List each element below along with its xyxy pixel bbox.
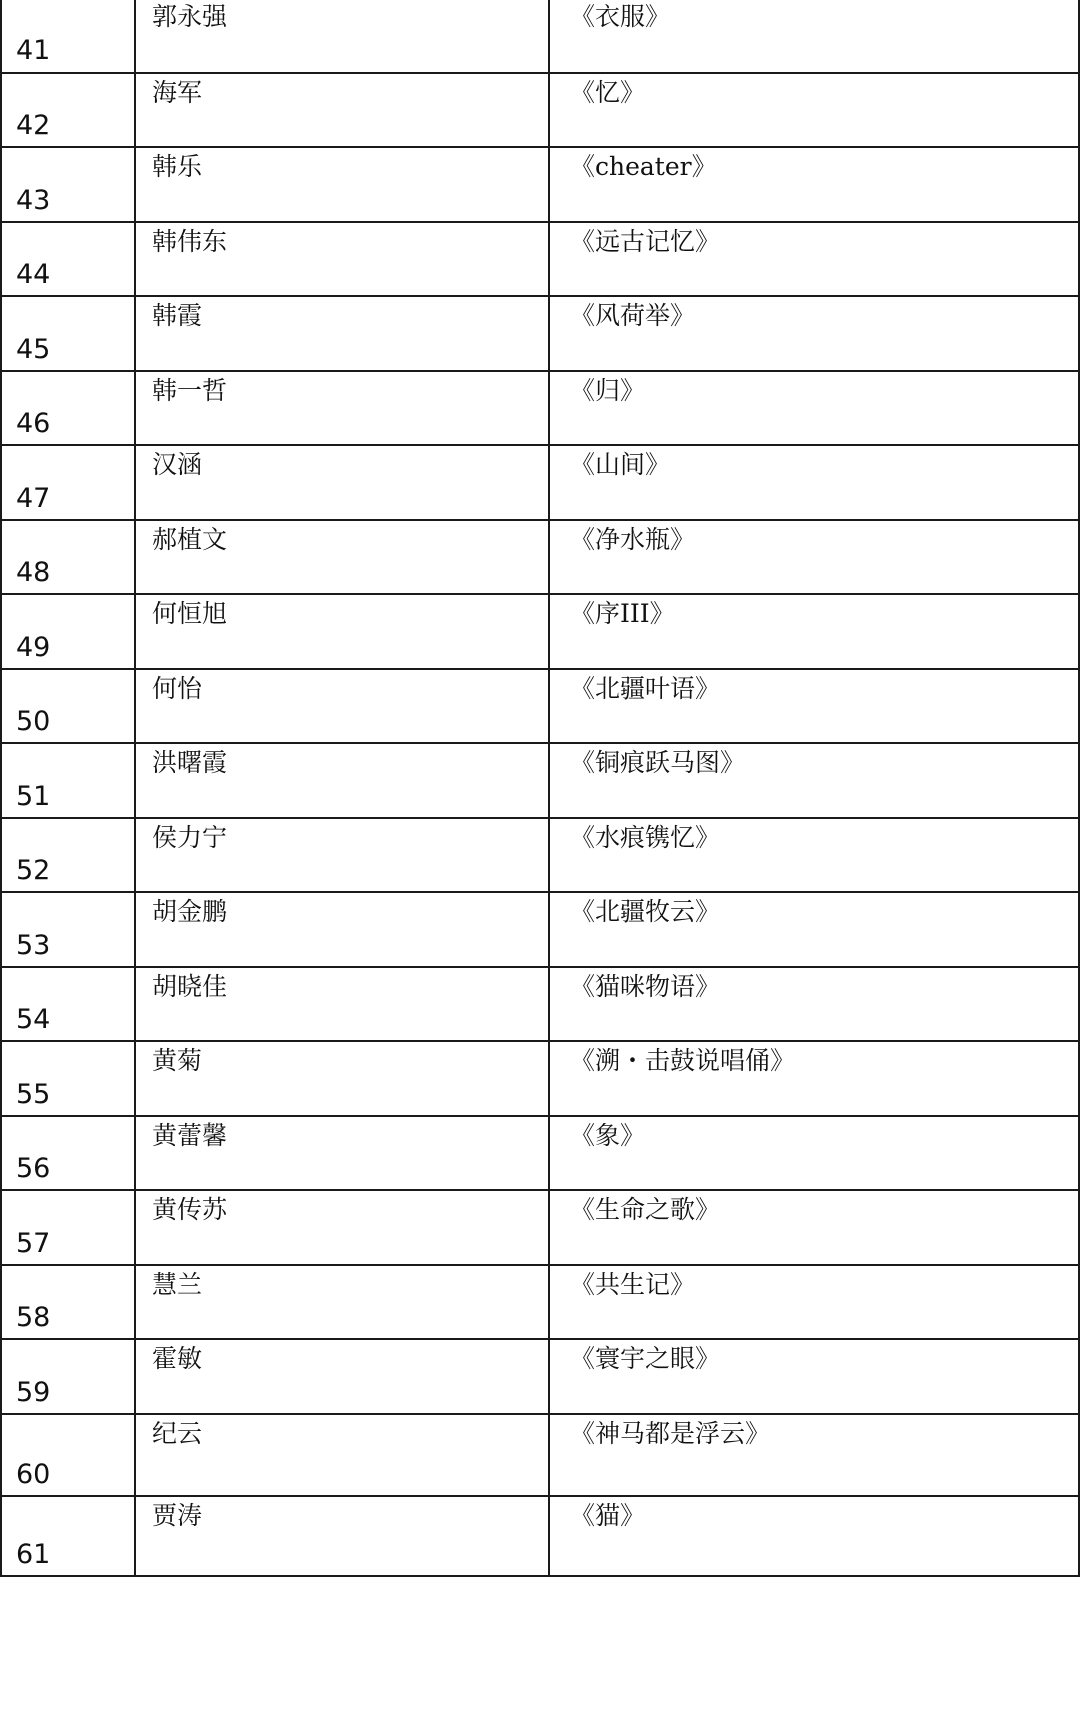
table-row — [1, 818, 1079, 893]
row-number: 59 — [16, 1376, 51, 1408]
row-number: 49 — [16, 631, 51, 663]
row-number-cell — [1, 1041, 135, 1116]
artist-name: 纪云 — [152, 1418, 203, 1448]
table-row — [1, 967, 1079, 1042]
artist-name-cell — [135, 1190, 549, 1265]
artist-name-cell — [135, 1496, 549, 1576]
artist-name-cell — [135, 967, 549, 1042]
work-title-cell — [549, 520, 1079, 595]
artist-name-cell — [135, 1414, 549, 1496]
row-number: 61 — [16, 1538, 51, 1570]
table-row — [1, 222, 1079, 297]
work-title-cell — [549, 967, 1079, 1042]
artist-name-cell — [135, 1041, 549, 1116]
row-number: 55 — [16, 1078, 51, 1110]
row-number: 56 — [16, 1153, 51, 1184]
artist-name: 何怡 — [152, 673, 203, 703]
row-number: 47 — [16, 482, 51, 514]
row-number-cell — [1, 1339, 135, 1414]
artist-name: 黄蕾馨 — [152, 1120, 228, 1150]
artist-name-cell — [135, 445, 549, 520]
row-number-cell — [1, 445, 135, 520]
artist-name-cell — [135, 222, 549, 297]
table-row — [1, 1496, 1079, 1576]
work-title-cell — [549, 1190, 1079, 1265]
work-title: 《水痕镌忆》 — [570, 822, 721, 852]
work-title-cell — [549, 73, 1079, 148]
artist-name: 黄传苏 — [152, 1195, 228, 1224]
artist-name-cell — [135, 371, 549, 446]
artist-name: 慧兰 — [152, 1269, 203, 1299]
row-number: 52 — [16, 855, 51, 886]
artist-name-cell — [135, 1116, 549, 1191]
artist-name-cell — [135, 743, 549, 818]
work-title-cell — [549, 1496, 1079, 1576]
table-row — [1, 892, 1079, 967]
work-title-cell — [549, 296, 1079, 371]
work-title: 《猫》 — [570, 1500, 646, 1530]
work-title-cell — [549, 1265, 1079, 1340]
artist-name-cell — [135, 520, 549, 595]
work-title-cell — [549, 445, 1079, 520]
work-title: 《山间》 — [570, 450, 671, 479]
row-number-cell — [1, 1414, 135, 1496]
table-row — [1, 371, 1079, 446]
artist-name: 侯力宁 — [152, 822, 228, 852]
row-number-cell — [1, 1496, 135, 1576]
work-title: 《溯・击鼓说唱俑》 — [570, 1046, 796, 1075]
row-number-cell — [1, 1116, 135, 1191]
work-title: 《忆》 — [570, 77, 646, 107]
work-title-cell — [549, 892, 1079, 967]
work-title-cell — [549, 1414, 1079, 1496]
work-title: 《远古记忆》 — [570, 226, 721, 256]
work-title: 《神马都是浮云》 — [570, 1418, 771, 1448]
table-row — [1, 445, 1079, 520]
artist-name: 胡金鹏 — [152, 897, 228, 926]
artist-name: 胡晓佳 — [152, 971, 228, 1001]
row-number-cell — [1, 147, 135, 222]
row-number-cell — [1, 222, 135, 297]
artist-name-cell — [135, 594, 549, 669]
row-number-cell — [1, 892, 135, 967]
artist-name: 贾涛 — [152, 1500, 203, 1530]
work-title-cell — [549, 669, 1079, 744]
table-row — [1, 73, 1079, 148]
row-number-cell — [1, 967, 135, 1042]
artist-name: 韩霞 — [152, 301, 203, 330]
artist-name-cell — [135, 0, 549, 73]
work-title: 《归》 — [570, 375, 646, 405]
artist-name: 霍敏 — [152, 1344, 203, 1373]
work-title-cell — [549, 1339, 1079, 1414]
artist-name-cell — [135, 1339, 549, 1414]
artist-name: 郭永强 — [152, 2, 228, 31]
row-number-cell — [1, 594, 135, 669]
table-row — [1, 594, 1079, 669]
table-row — [1, 1339, 1079, 1414]
artist-name-cell — [135, 818, 549, 893]
roster-table-body — [1, 0, 1079, 1576]
table-row — [1, 1116, 1079, 1191]
table-row — [1, 1414, 1079, 1496]
work-title: 《风荷举》 — [570, 301, 696, 330]
row-number-cell — [1, 296, 135, 371]
table-row — [1, 147, 1079, 222]
work-title: 《衣服》 — [570, 2, 671, 31]
artist-name: 洪曙霞 — [152, 748, 228, 777]
row-number-cell — [1, 520, 135, 595]
work-title: 《北疆牧云》 — [570, 897, 721, 926]
row-number: 44 — [16, 259, 51, 290]
row-number: 58 — [16, 1302, 51, 1333]
row-number: 45 — [16, 333, 51, 365]
artist-name: 黄菊 — [152, 1046, 203, 1075]
work-title: 《寰宇之眼》 — [570, 1344, 721, 1373]
artist-name-cell — [135, 669, 549, 744]
row-number-cell — [1, 371, 135, 446]
work-title: 《象》 — [570, 1120, 646, 1150]
row-number-cell — [1, 73, 135, 148]
row-number: 60 — [16, 1458, 51, 1490]
row-number-cell — [1, 743, 135, 818]
table-row — [1, 743, 1079, 818]
table-row — [1, 1190, 1079, 1265]
artist-name-cell — [135, 73, 549, 148]
row-number: 48 — [16, 557, 51, 588]
artist-name: 韩一哲 — [152, 375, 228, 405]
work-title: 《cheater》 — [570, 152, 717, 181]
row-number-cell — [1, 0, 135, 73]
table-row — [1, 1041, 1079, 1116]
row-number: 51 — [16, 780, 51, 812]
work-title-cell — [549, 147, 1079, 222]
row-number: 57 — [16, 1227, 51, 1259]
artist-name: 韩伟东 — [152, 226, 228, 256]
work-title-cell — [549, 1116, 1079, 1191]
table-row — [1, 296, 1079, 371]
artist-name: 韩乐 — [152, 152, 203, 181]
work-title-cell — [549, 222, 1079, 297]
row-number: 54 — [16, 1004, 51, 1035]
work-title-cell — [549, 594, 1079, 669]
row-number-cell — [1, 1190, 135, 1265]
artist-name: 汉涵 — [152, 450, 203, 479]
table-row — [1, 669, 1079, 744]
row-number: 41 — [16, 34, 51, 66]
work-title-cell — [549, 818, 1079, 893]
row-number: 42 — [16, 110, 51, 141]
work-title: 《北疆叶语》 — [570, 673, 721, 703]
work-title: 《猫咪物语》 — [570, 971, 721, 1001]
table-row — [1, 1265, 1079, 1340]
artist-name: 何恒旭 — [152, 599, 228, 628]
work-title: 《净水瓶》 — [570, 524, 696, 554]
row-number-cell — [1, 1265, 135, 1340]
artist-name-cell — [135, 1265, 549, 1340]
work-title: 《生命之歌》 — [570, 1195, 721, 1224]
row-number-cell — [1, 669, 135, 744]
work-title: 《铜痕跃马图》 — [570, 748, 746, 777]
artist-name-cell — [135, 892, 549, 967]
table-row — [1, 0, 1079, 73]
row-number: 53 — [16, 929, 51, 961]
row-number: 50 — [16, 706, 51, 737]
work-title-cell — [549, 1041, 1079, 1116]
artist-name: 郝植文 — [152, 524, 228, 554]
table-row — [1, 520, 1079, 595]
artist-name-cell — [135, 296, 549, 371]
work-title-cell — [549, 371, 1079, 446]
artist-name-cell — [135, 147, 549, 222]
row-number-cell — [1, 818, 135, 893]
artist-name: 海军 — [152, 77, 203, 107]
row-number: 43 — [16, 184, 51, 216]
work-title-cell — [549, 743, 1079, 818]
work-title: 《序III》 — [570, 599, 675, 628]
work-title-cell — [549, 0, 1079, 73]
row-number: 46 — [16, 408, 51, 439]
work-title: 《共生记》 — [570, 1269, 696, 1299]
